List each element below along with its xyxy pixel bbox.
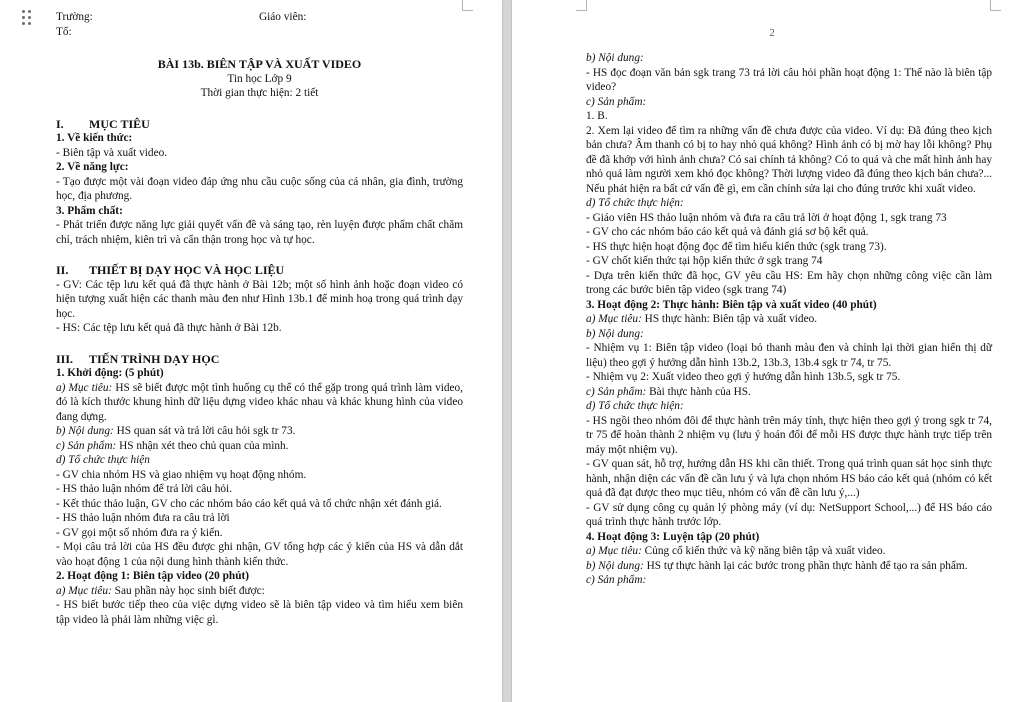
activity-heading: 1. Khởi động: (5 phút) — [56, 367, 164, 379]
crop-mark-top-left — [576, 0, 587, 11]
school-label: Trường: — [56, 11, 93, 23]
list-item: - Kết thúc thảo luận, GV cho các nhóm báo cáo kết quả và tổ chức nhận xét đánh giá. — [56, 497, 442, 510]
subheading: 3. Phẩm chất: — [56, 204, 123, 217]
activity-heading: 3. Hoạt động 2: Thực hành: Biên tập và xuất video (40 phút) — [586, 298, 877, 311]
list-item: - GV gọi một số nhóm đưa ra ý kiến. — [56, 526, 223, 539]
paragraph: b) Nội dung: — [586, 52, 644, 64]
paragraph: d) Tổ chức thực hiện: — [586, 197, 684, 209]
paragraph: - Phát triển được năng lực giải quyết vấn đề và sáng tạo, rèn luyện được phẩm chất chăm chỉ, trách nhiệm, kiên trì và cẩn thận trong học và tự học. — [56, 219, 463, 246]
lesson-duration: Thời gian thực hiện: 2 tiết — [200, 87, 319, 99]
paragraph: b) Nội dung: — [586, 327, 644, 340]
crop-mark-top-right — [462, 0, 473, 11]
list-item: - GV sử dụng công cụ quản lý phòng máy (ví dụ: NetSupport School,...) để HS báo cáo quá trình thực hành trước lớp. — [586, 501, 992, 528]
list-item: - Nhiệm vụ 1: Biên tập video (loại bỏ thanh màu đen và chỉnh lại thời gian hiển thị dữ liệu) theo gợi ý hướng dẫn hình 13b.2, 13b.3, 13b.4 sgk tr 74, tr 75. — [586, 342, 992, 369]
section-heading: II. THIẾT BỊ DẠY HỌC VÀ HỌC LIỆU — [56, 263, 285, 277]
activity-heading: 2. Hoạt động 1: Biên tập video (20 phút) — [56, 570, 250, 582]
crop-mark-top-right — [990, 0, 1001, 11]
list-item: - GV cho các nhóm báo cáo kết quả và đánh giá sơ bộ kết quả. — [586, 226, 869, 238]
page-gap — [502, 0, 512, 702]
list-item: - HS biết bước tiếp theo của việc dựng video sẽ là biên tập video và tìm hiểu xem biên tập video là phải làm những việc gì. — [56, 599, 463, 626]
paragraph: c) Sản phẩm: — [586, 95, 647, 108]
subheading: 1. Về kiến thức: — [56, 132, 133, 144]
paragraph: 1. B. — [586, 110, 608, 122]
paragraph: c) Sản phẩm: HS nhận xét theo chủ quan của mình. — [56, 439, 289, 452]
paragraph: - Tạo được một vài đoạn video đáp ứng nhu cầu cuộc sống của cá nhân, gia đình, trường học, địa phương. — [56, 175, 463, 202]
teacher-label: Giáo viên: — [259, 11, 307, 23]
list-item: - GV quan sát, hỗ trợ, hướng dẫn HS khi cần thiết. Trong quá trình quan sát học sinh thực hành, nhận diện các vấn đề cần lưu ý và lựa chọn nhóm HS báo cáo kết quả (nhóm có kết quả đã đạt được theo mục tiêu, nhóm có vấn đề cần lưu ý,...) — [586, 458, 992, 499]
paragraph: - GV: Các tệp lưu kết quả đã thực hành ở Bài 12b; một số hình ảnh hoặc đoạn video có hiện tượng xuất hiện các thanh màu đen như Hình 13b.1 để minh hoạ trong quá trình dạy học. — [56, 278, 463, 320]
list-item: - Nhiệm vụ 2: Xuất video theo gợi ý hướng dẫn hình 13b.5, sgk tr 75. — [586, 371, 901, 383]
list-item: - Dựa trên kiến thức đã học, GV yêu cầu HS: Em hãy chọn những công việc cần làm trong các bước biên tập video (sgk trang 74) — [586, 269, 992, 296]
page-number: 2 — [769, 27, 775, 39]
list-item: - HS thảo luận nhóm để trả lời câu hỏi. — [56, 483, 233, 495]
section-heading: III. TIẾN TRÌNH DẠY HỌC — [56, 351, 220, 366]
activity-heading: 4. Hoạt động 3: Luyện tập (20 phút) — [586, 530, 760, 543]
paragraph: a) Mục tiêu: HS thực hành: Biên tập và xuất video. — [586, 313, 818, 325]
list-item: - HS ngồi theo nhóm đôi để thực hành trên máy tính, thực hiện theo gợi ý trong sgk tr 74, tr 75 để hoàn thành 2 nhiệm vụ (lưu ý hoán đổi để mỗi HS được thực hành trực tiếp trên máy một nhiệm vụ). — [586, 414, 992, 456]
list-item: - GV chia nhóm HS và giao nhiệm vụ hoạt động nhóm. — [56, 468, 307, 481]
list-item: - HS thực hiện hoạt động đọc để tìm hiểu kiến thức (sgk trang 73). — [586, 240, 887, 253]
drag-handle-icon[interactable] — [22, 10, 34, 26]
list-item: - HS thảo luận nhóm đưa ra câu trả lời — [56, 512, 230, 524]
list-item: - Mọi câu trả lời của HS đều được ghi nhận, GV tổng hợp các ý kiến của HS và dẫn dắt vào hoạt động 1 của nội dung hình thành kiến thức. — [56, 541, 463, 568]
group-label: Tổ: — [56, 25, 72, 38]
paragraph: a) Mục tiêu: Củng cố kiến thức và kỹ năng biên tập và xuất video. — [586, 545, 886, 557]
paragraph: - HS đọc đoạn văn bản sgk trang 73 trả lời câu hỏi phần hoạt động 1: Thế nào là biên tập video? — [586, 66, 992, 93]
paragraph: a) Mục tiêu: HS sẽ biết được một tình huống cụ thể có thể gặp trong quá trình làm video, đó là kích thước khung hình dữ liệu dựng video khác nhau và khác khung hình của video đang dựng. — [56, 381, 463, 423]
paragraph: d) Tổ chức thực hiện: — [586, 400, 684, 412]
list-item: - Giáo viên HS thảo luận nhóm và đưa ra câu trả lời ở hoạt động 1, sgk trang 73 — [586, 211, 947, 224]
list-item: - GV chốt kiến thức tại hộp kiến thức ở sgk trang 74 — [586, 255, 823, 267]
document-page-1 — [0, 0, 502, 702]
paragraph: a) Mục tiêu: Sau phần này học sinh biết được: — [56, 584, 265, 597]
paragraph: b) Nội dung: HS tự thực hành lại các bước trong phần thực hành để tạo ra sản phẩm. — [586, 559, 968, 572]
paragraph: c) Sản phẩm: — [586, 574, 647, 586]
paragraph: b) Nội dung: HS quan sát và trả lời câu hỏi sgk tr 73. — [56, 425, 296, 437]
subheading: 2. Về năng lực: — [56, 161, 129, 173]
paragraph: 2. Xem lại video để tìm ra những vấn đề chưa được của video. Ví dụ: Đã đúng theo kịch bản chưa? Âm thanh có bị to hay nhỏ quá không? Hình ảnh có bị mờ hay lỗi không? Phụ đề đã khớp với hình ảnh chưa? Có sai chính tả không? Có to quá và che mất hình ảnh hay nhỏ quá làm người xem khó đọc không? Thời lượng video đã đúng theo kịch bản chưa?... Nếu phát hiện ra bất cứ vấn đề gì, em cần chỉnh sửa lại cho đúng trước khi xuất video. — [586, 124, 992, 195]
lesson-subtitle: Tin học Lớp 9 — [227, 72, 292, 85]
lesson-title: BÀI 13b. BIÊN TẬP VÀ XUẤT VIDEO — [157, 57, 362, 71]
section-heading: I. MỤC TIÊU — [56, 116, 150, 131]
paragraph: - HS: Các tệp lưu kết quả đã thực hành ở Bài 12b. — [56, 322, 282, 334]
paragraph: d) Tổ chức thực hiện — [56, 454, 150, 466]
paragraph: - Biên tập và xuất video. — [56, 146, 168, 159]
paragraph: c) Sản phẩm: Bài thực hành của HS. — [586, 385, 751, 398]
document-page-2 — [512, 0, 1032, 702]
